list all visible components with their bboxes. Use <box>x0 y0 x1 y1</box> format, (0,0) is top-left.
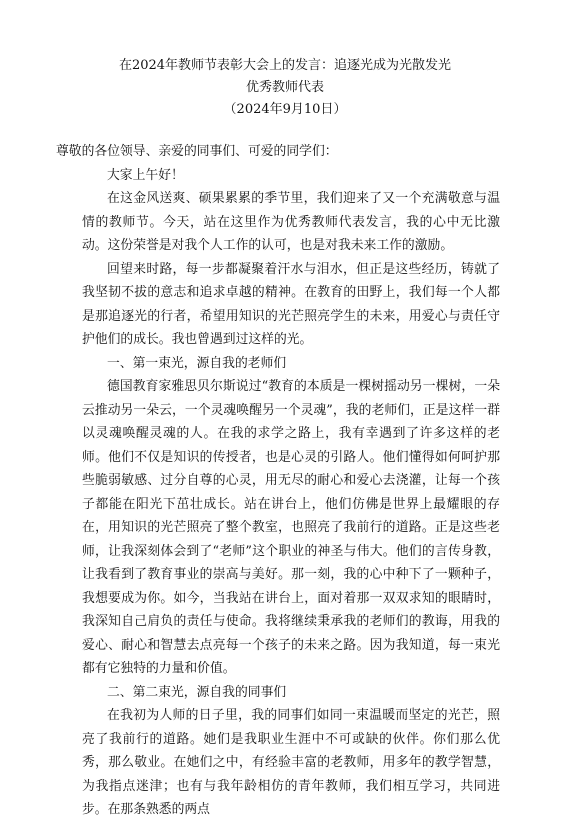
section-heading: 一、第一束光，源自我的老师们 <box>107 355 287 371</box>
speaker-line: 优秀教师代表 <box>245 80 324 95</box>
speech-title: 在2024年教师节表彰大会上的发言：追逐光成为光散发光 <box>118 58 452 73</box>
paragraph: 回望来时路，每一步都凝聚着汗水与泪水，但正是这些经历，铸就了我坚韧不拔的意志和追求卓越的精神。在教育的田野上，我们每一个人都是那追逐光的行者，希望用知识的光芒照亮学生的未来，用爱心与责任守护他们的成长。我也曾遇到过这样的光。 <box>82 261 500 347</box>
section-heading: 二、第二束光，源自我的同事们 <box>107 684 287 700</box>
paragraph: 在这金风送爽、硕果累累的季节里，我们迎来了又一个充满敬意与温情的教师节。今天，站在这里作为优秀教师代表发言，我的心中无比激动。这份荣誉是对我个人工作的认可，也是对我未来工作的激励。 <box>82 191 500 253</box>
speech-body <box>56 140 500 822</box>
salutation: 尊敬的各位领导、亲爱的同事们、可爱的同学们： <box>56 144 338 159</box>
greeting: 大家上午好！ <box>107 167 184 183</box>
speech-date: （2024年9月10日） <box>223 102 347 117</box>
paragraph: 德国教育家雅思贝尔斯说过“教育的本质是一棵树摇动另一棵树，一朵云推动另一朵云，一个灵魂唤醒另一个灵魂”，我的老师们，正是这样一群以灵魂唤醒灵魂的人。在我的求学之路上，我有幸遇到了许多这样的老师。他们不仅是知识的传授者，也是心灵的引路人。他们懂得如何呵护那些脆弱敏感、过分自尊的心灵，用无尽的耐心和爱心去浇灌，让每一个孩子都能在阳光下茁壮成长。站在讲台上，他们仿佛是世界上最耀眼的存在，用知识的光芒照亮了整个教室，也照亮了我前行的道路。正是这些老师，让我深刻体会到了“老师”这个职业的神圣与伟大。他们的言传身教，让我看到了教育事业的崇高与美好。那一刻，我的心中种下了一颗种子，我想要成为你。如今，当我站在讲台上，面对着那一双双求知的眼睛时，我深知自己肩负的责任与使命。我将继续秉承我的老师们的教诲，用我的爱心、耐心和智慧去点亮每一个孩子的未来之路。因为我知道，每一束光都有它独特的力量和价值。 <box>82 379 500 676</box>
paragraph: 在我初为人师的日子里，我的同事们如同一束温暖而坚定的光芒，照亮了我前行的道路。她们是我职业生涯中不可或缺的伙伴。你们那么优秀，那么敬业。在她们之中，有经验丰富的老教师，用多年的教学智慧，为我指点迷津；也有与我年龄相仿的青年教师，我们相互学习，共同进步。在那条熟悉的两点 <box>82 708 500 817</box>
